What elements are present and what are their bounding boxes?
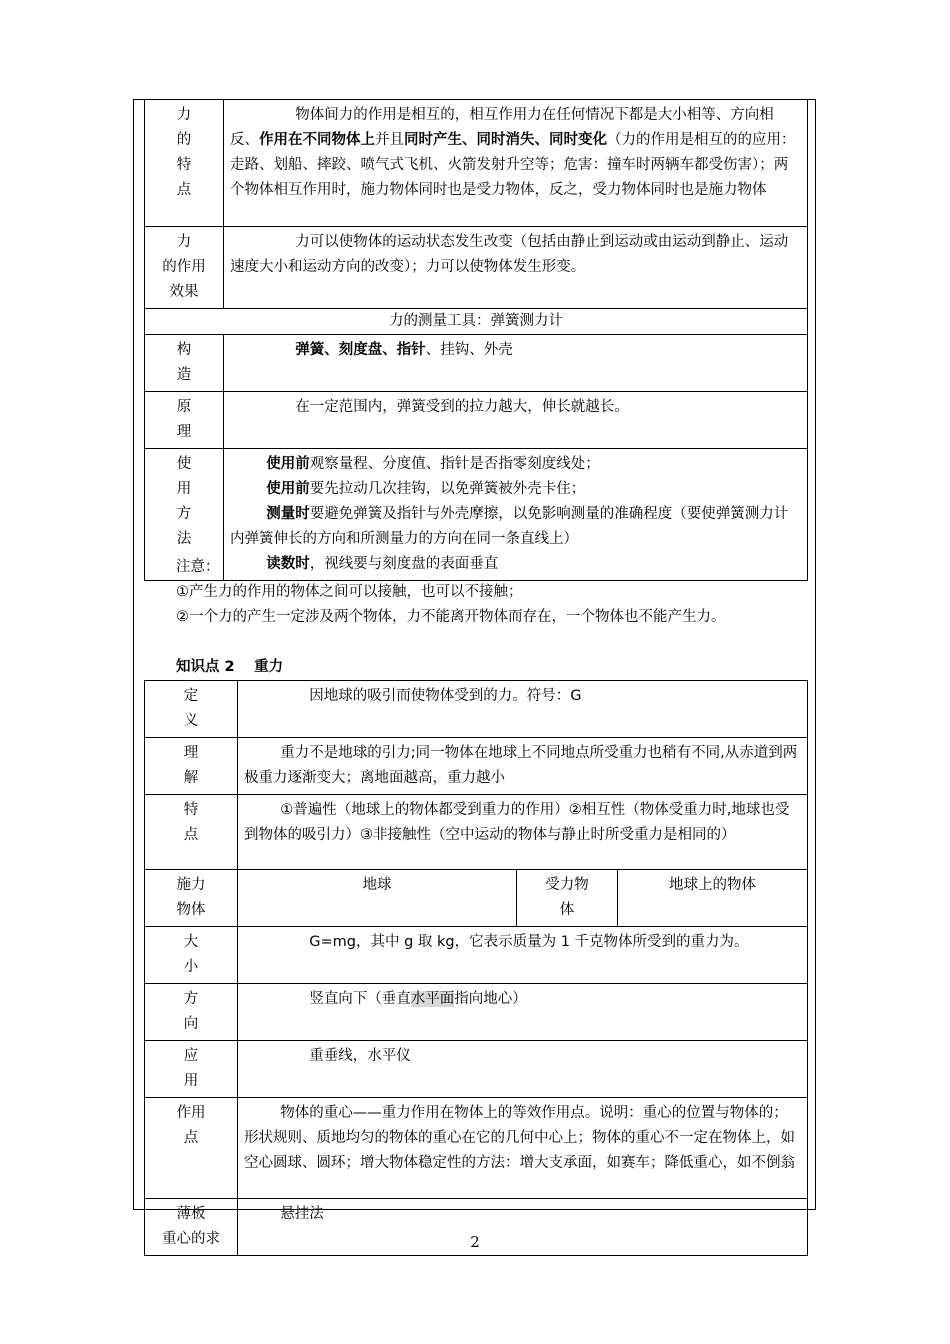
note-1: ①产生力的作用的物体之间可以接触，也可以不接触；: [176, 584, 523, 600]
force-feature-text: 物体间力的作用是相互的，相互作用力在任何情况下都是大小相等、方向相反、作用在不同物体上并且同时产生、同时消失、同时变化（力的作用是相互的的应用：走路、划船、摔跤、喷气式飞机、火箭发射升空等；危害：撞车时两辆车都受伤害）；两个物体相互作用时，施力物体同时也是受力物体，反之，受力物体同时也是施力物体: [224, 100, 808, 227]
magnitude-row: [145, 927, 808, 984]
direction-row: [145, 984, 808, 1041]
principle-text: 在一定范围内，弹簧受到的拉力越大，伸长就越长。: [224, 392, 808, 449]
application-row: [145, 1041, 808, 1098]
applier-value: 地球: [238, 870, 517, 927]
usage-row: [145, 449, 808, 581]
principle-row: [145, 392, 808, 449]
definition-text: 因地球的吸引而使物体受到的力。符号：G: [238, 681, 808, 738]
thin-plate-text: 悬挂法: [238, 1199, 808, 1256]
force-effect-label: 力 的作用 效果: [145, 227, 224, 309]
point-row: [145, 1098, 808, 1199]
usage-text: 使用前观察量程、分度值、指针是否指零刻度线处； 使用前要先拉动几次挂钩，以免弹簧被外壳卡住； 测量时要避免弹簧及指针与外壳摩擦，以免影响测量的准确程度（要使弹簧测力计内弹簧伸长的方向和所测量力的方向在同一条直线上） 读数时，视线要与刻度盘的表面垂直: [224, 449, 808, 581]
receiver-value: 地球上的物体: [618, 870, 808, 927]
point-text: 物体的重心——重力作用在物体上的等效作用点。说明：重心的位置与物体的；形状规则、质地均匀的物体的重心在它的几何中心上；物体的重心不一定在物体上，如空心圆球、圆环；增大物体稳定性的方法：增大支承面，如赛车；降低重心，如不倒翁: [238, 1098, 808, 1199]
point-label: 作用 点: [145, 1098, 238, 1199]
understanding-row: [145, 738, 808, 795]
force-table: [144, 99, 808, 581]
direction-text: 竖直向下（垂直水平面指向地心）: [238, 984, 808, 1041]
understanding-label: 理 解: [145, 738, 238, 795]
magnitude-label: 大 小: [145, 927, 238, 984]
force-feature-row: [145, 100, 808, 227]
structure-row: [145, 335, 808, 392]
receiver-label: 受力物 体: [517, 870, 618, 927]
application-text: 重垂线，水平仪: [238, 1041, 808, 1098]
usage-label: 使 用 方 法: [145, 449, 224, 581]
features-text: ①普遍性（地球上的物体都受到重力的作用）②相互性（物体受重力时,地球也受到物体的吸引力）③非接触性（空中运动的物体与静止时所受重力是相同的）: [238, 795, 808, 870]
application-label: 应 用: [145, 1041, 238, 1098]
features-row: [145, 795, 808, 870]
section-2-title: 知识点 2 重力: [176, 659, 284, 675]
understanding-text: 重力不是地球的引力;同一物体在地球上不同地点所受重力也稍有不同,从赤道到两极重力逐渐变大；离地面越高，重力越小: [238, 738, 808, 795]
note-2: ②一个力的产生一定涉及两个物体，力不能离开物体而存在，一个物体也不能产生力。: [176, 609, 726, 625]
magnitude-text: G=mg，其中 g 取 kg，它表示质量为 1 千克物体所受到的重力为。: [238, 927, 808, 984]
gravity-table: [144, 680, 808, 1256]
force-effect-text: 力可以使物体的运动状态发生改变（包括由静止到运动或由运动到静止、运动速度大小和运动方向的改变）；力可以使物体发生形变。: [224, 227, 808, 309]
direction-label: 方 向: [145, 984, 238, 1041]
features-label: 特 点: [145, 795, 238, 870]
thin-plate-label: 薄板 重心的求: [145, 1199, 238, 1256]
structure-text: 弹簧、刻度盘、指针、挂钩、外壳: [224, 335, 808, 392]
definition-row: [145, 681, 808, 738]
tool-header: 力的测量工具：弹簧测力计: [145, 309, 808, 335]
force-effect-row: [145, 227, 808, 309]
principle-label: 原 理: [145, 392, 224, 449]
structure-label: 构 造: [145, 335, 224, 392]
applier-label: 施力 物体: [145, 870, 238, 927]
bodies-row: [145, 870, 808, 927]
page-number: 2: [470, 1233, 480, 1251]
tool-header-row: [145, 309, 808, 335]
notes-title: 注意：: [176, 559, 220, 575]
force-feature-label: 力 的 特 点: [145, 100, 224, 227]
definition-label: 定 义: [145, 681, 238, 738]
